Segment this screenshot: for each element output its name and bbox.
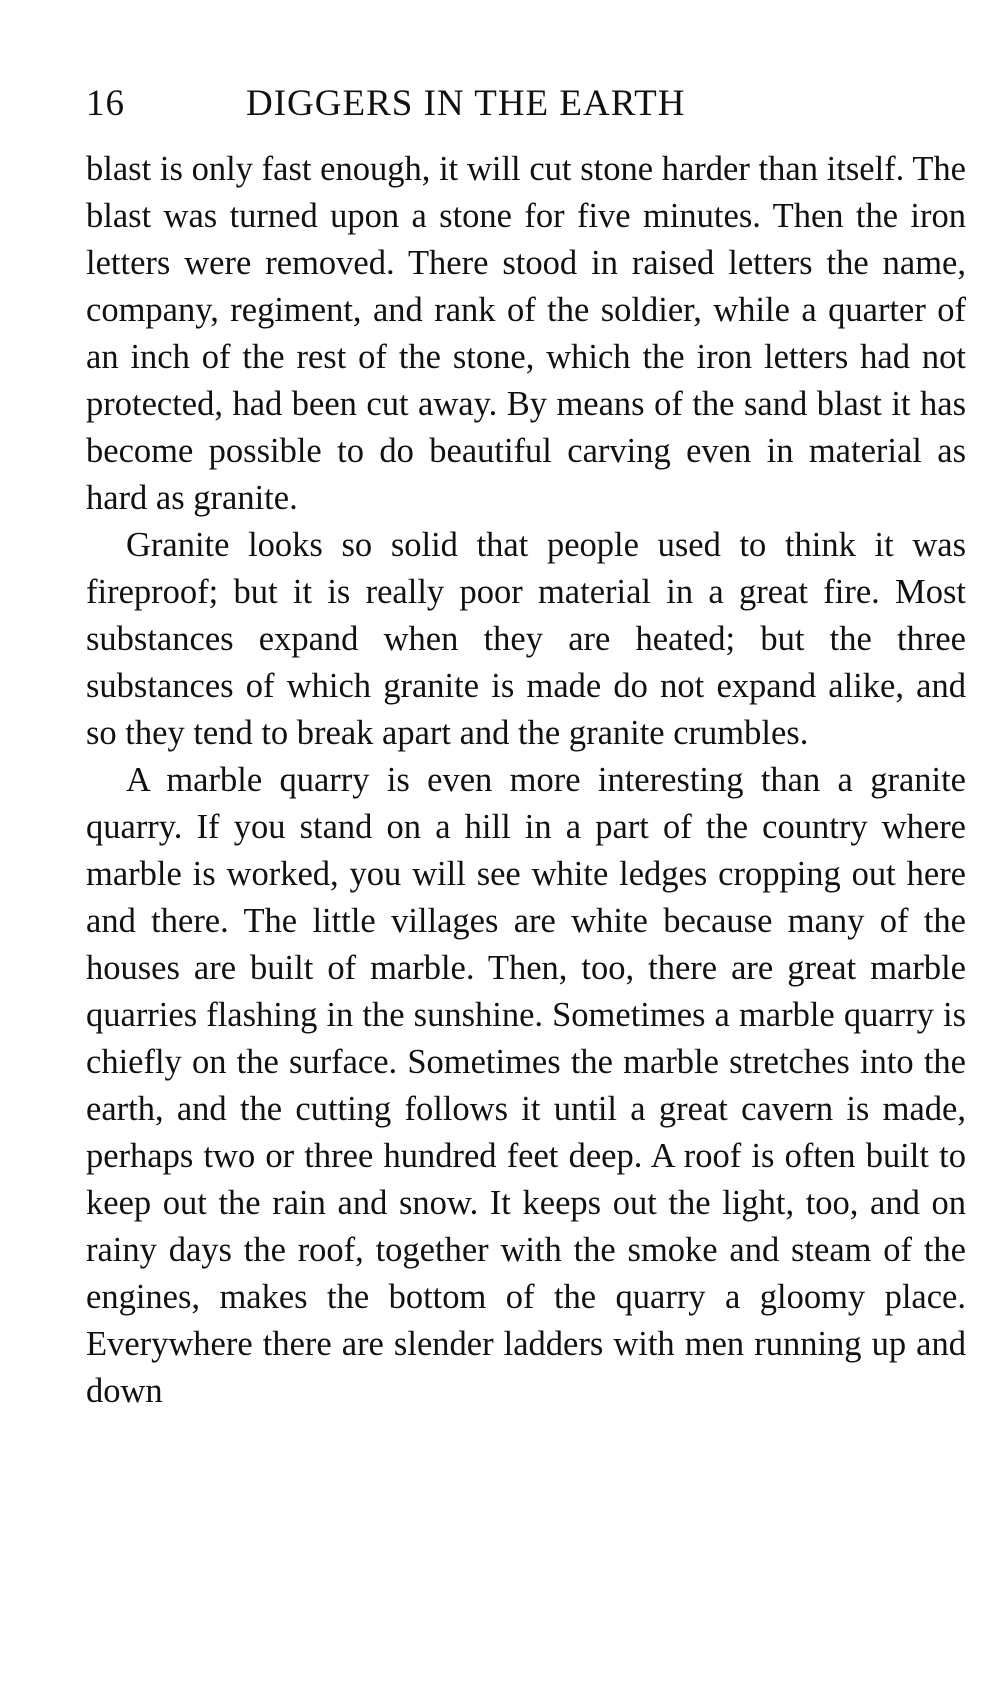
- body-text: [86, 146, 966, 1415]
- page-header: [86, 82, 966, 132]
- paragraph-marble-quarry: A marble quarry is even more interesting than a granite quarry. If you stand on a hill in a part of the country where marble is worked, you will see white ledges cropping out here and there. The little villages are white because many of the houses are built of marble. Then, too, there are great marble quarries flashing in the sunshine. Sometimes a marble quarry is chiefly on the surface. Sometimes the marble stretches into the earth, and the cutting follows it until a great cavern is made, perhaps two or three hundred feet deep. A roof is often built to keep out the rain and snow. It keeps out the light, too, and on rainy days the roof, together with the smoke and steam of the engines, makes the bottom of the quarry a gloomy place. Everywhere there are slender ladders with men running up and down: [86, 761, 966, 1410]
- paragraph-continued: blast is only fast enough, it will cut stone harder than itself. The blast was turned upon a stone for five minutes. Then the iron letters were removed. There stood in raised letters the name, company, regiment, and rank of the soldier, while a quarter of an inch of the rest of the stone, which the iron letters had not protected, had been cut away. By means of the sand blast it has become possible to do beautiful carving even in material as hard as granite.: [86, 150, 966, 517]
- page-number: 16: [86, 83, 125, 124]
- running-title: DIGGERS IN THE EARTH: [246, 83, 686, 124]
- paragraph-granite-fire: Granite looks so solid that people used to think it was fireproof; but it is really poor material in a great fire. Most substances expand when they are heated; but the three substances of which granite is made do not expand alike, and so they tend to break apart and the granite crumbles.: [86, 526, 966, 752]
